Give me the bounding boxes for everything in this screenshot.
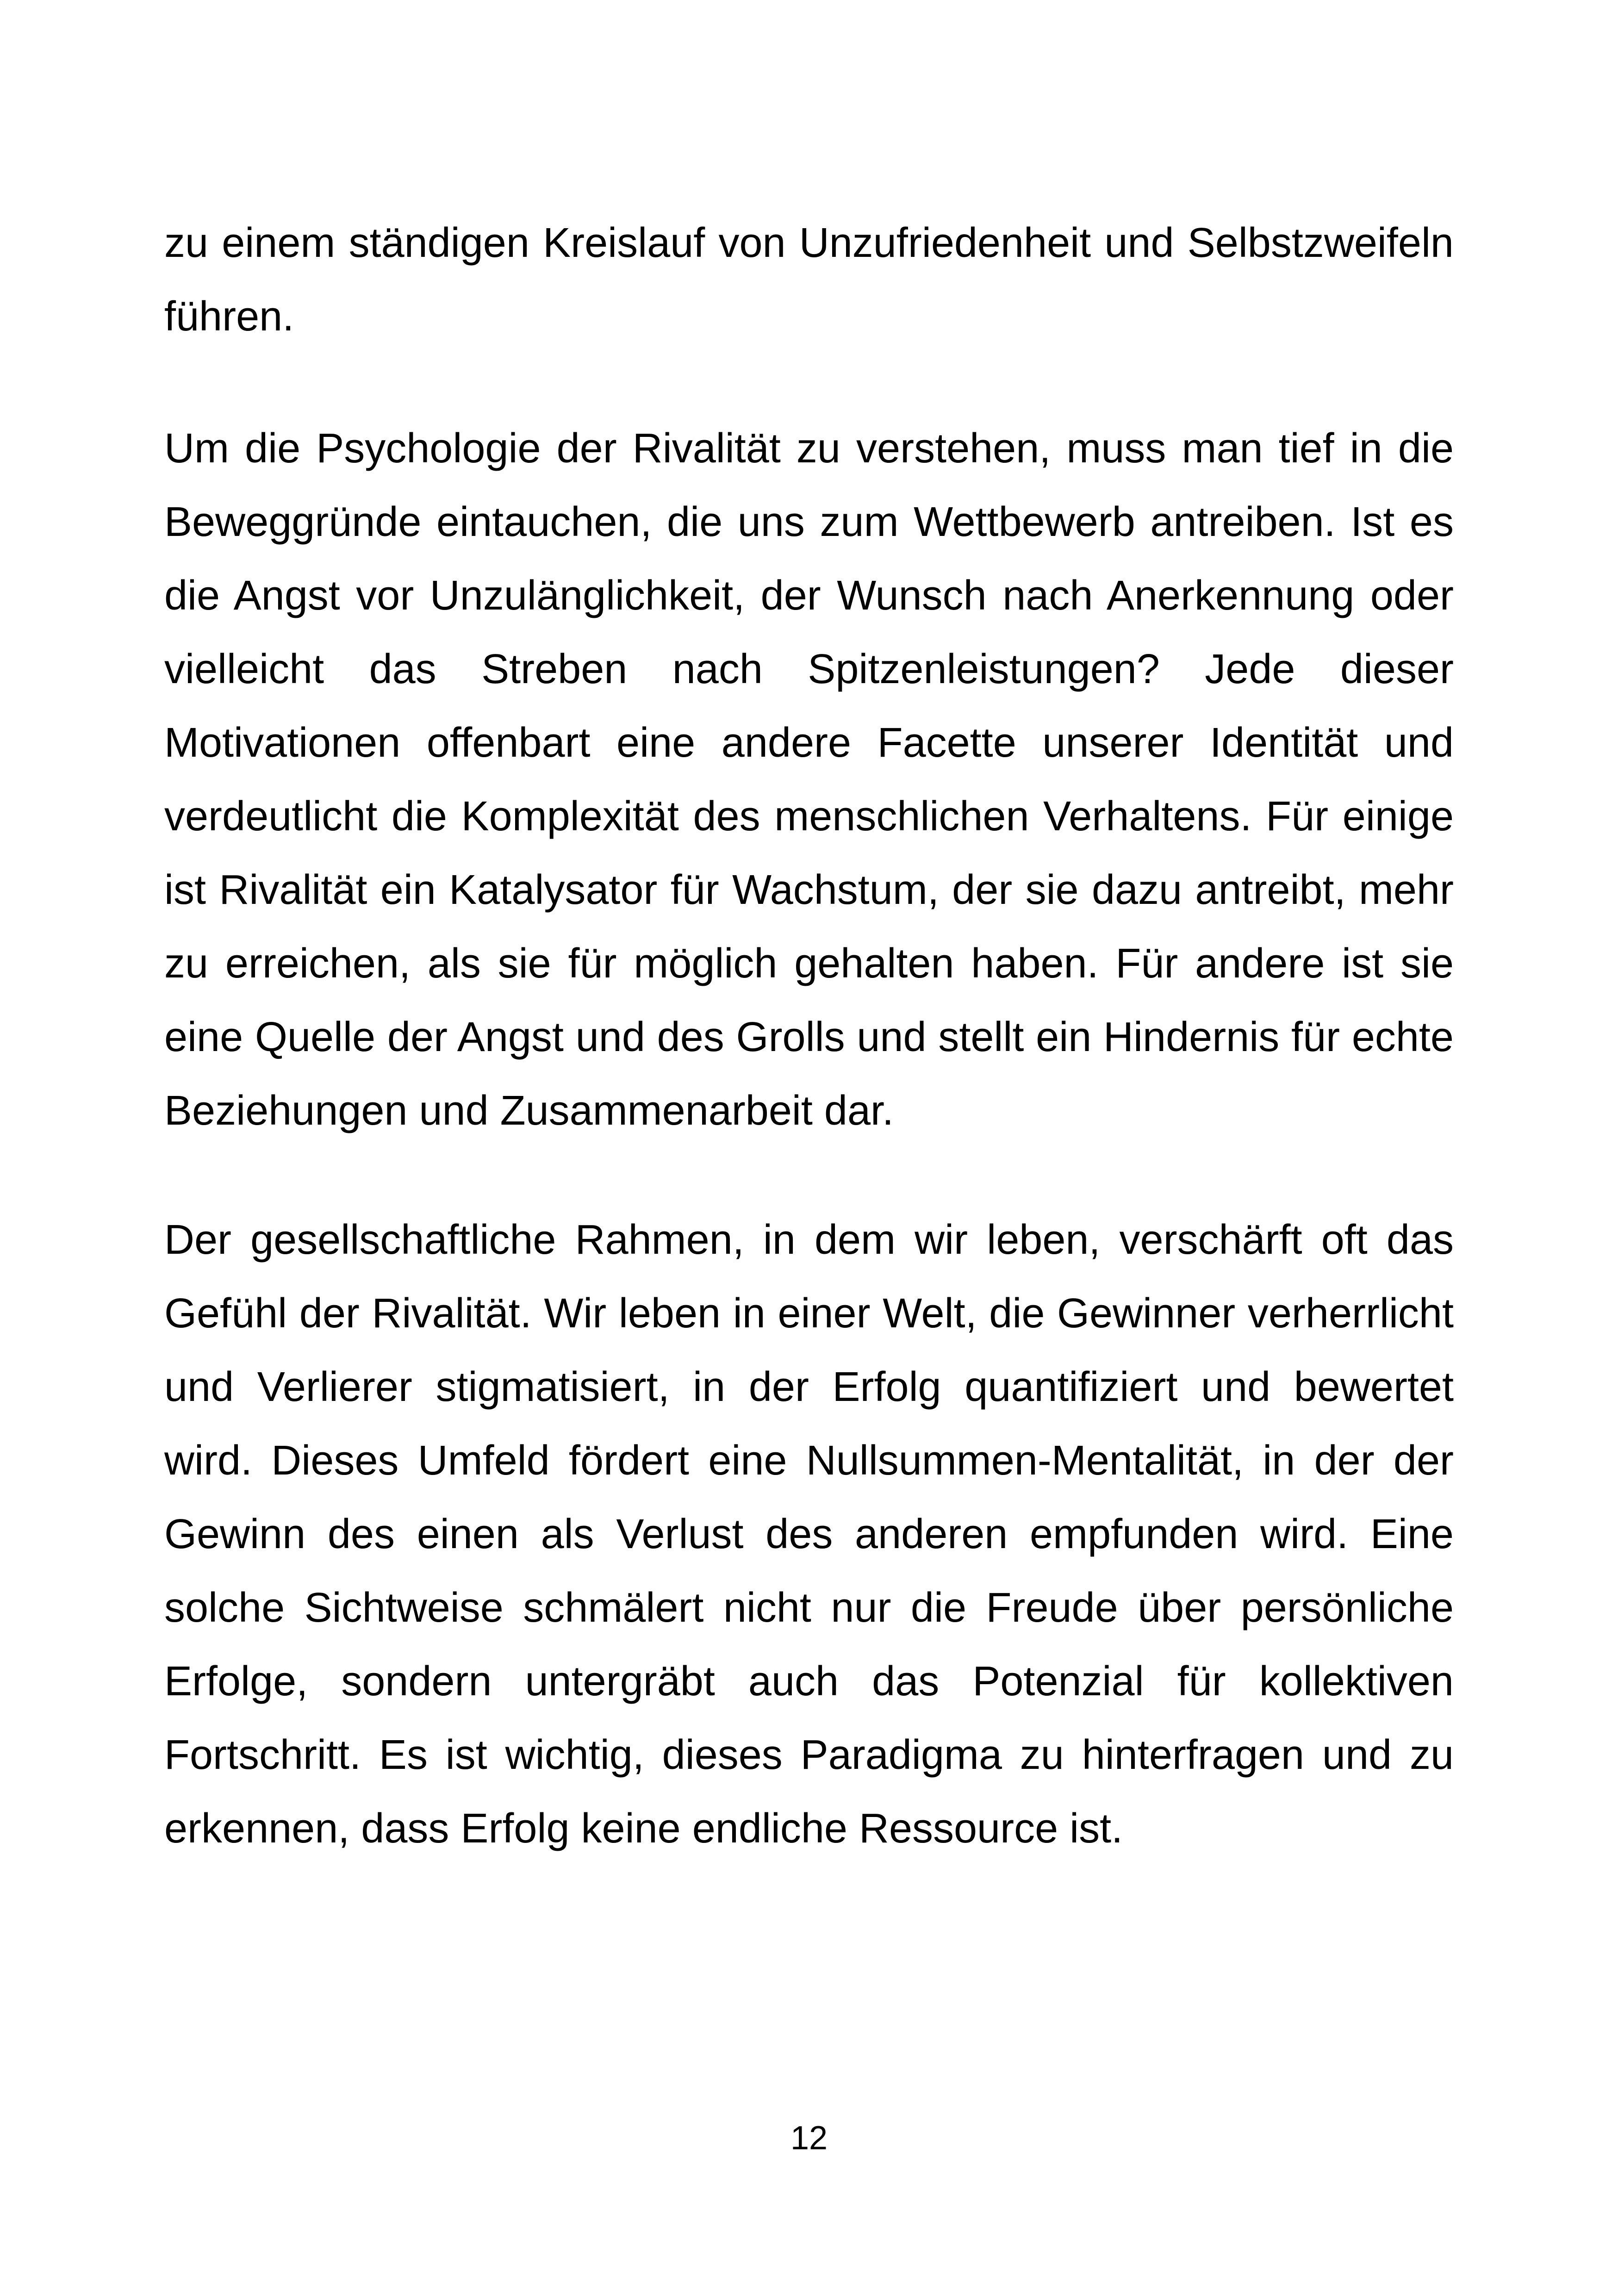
paragraph-psychology-of-rivalry: Um die Psychologie der Rivalität zu verstehen, muss man tief in die Beweggründe eintauchen, die uns zum Wettbewerb antreiben. Ist es die Angst vor Unzulänglichkeit, der Wunsch nach Anerkennung oder vielleicht das Streben nach Spitzenleistungen? Jede dieser Motivationen offenbart eine andere Facette unserer Identität und verdeutlicht die Komplexität des menschlichen Verhaltens. Für einige ist Rivalität ein Katalysator für Wachstum, der sie dazu antreibt, mehr zu erreichen, als sie für möglich gehalten haben. Für andere ist sie eine Quelle der Angst und des Grolls und stellt ein Hindernis für echte Beziehungen und Zusammenarbeit dar. <box>164 425 1454 1134</box>
paragraph-continuation: zu einem ständigen Kreislauf von Unzufriedenheit und Selbstzweifeln führen. <box>164 220 1454 340</box>
paragraph-societal-framework: Der gesellschaftliche Rahmen, in dem wir leben, verschärft oft das Gefühl der Rivalität. Wir leben in einer Welt, die Gewinner verherrlicht und Verlierer stigmatisiert, in der Erfolg quantifiziert und bewertet wird. Dieses Umfeld fördert eine Nullsummen-Mentalität, in der der Gewinn des einen als Verlust des anderen empfunden wird. Eine solche Sichtweise schmälert nicht nur die Freude über persönliche Erfolge, sondern untergräbt auch das Potenzial für kollektiven Fortschritt. Es ist wichtig, dieses Paradigma zu hinterfragen und zu erkennen, dass Erfolg keine endliche Ressource ist. <box>164 1217 1454 1852</box>
page-number: 12 <box>790 2120 828 2157</box>
